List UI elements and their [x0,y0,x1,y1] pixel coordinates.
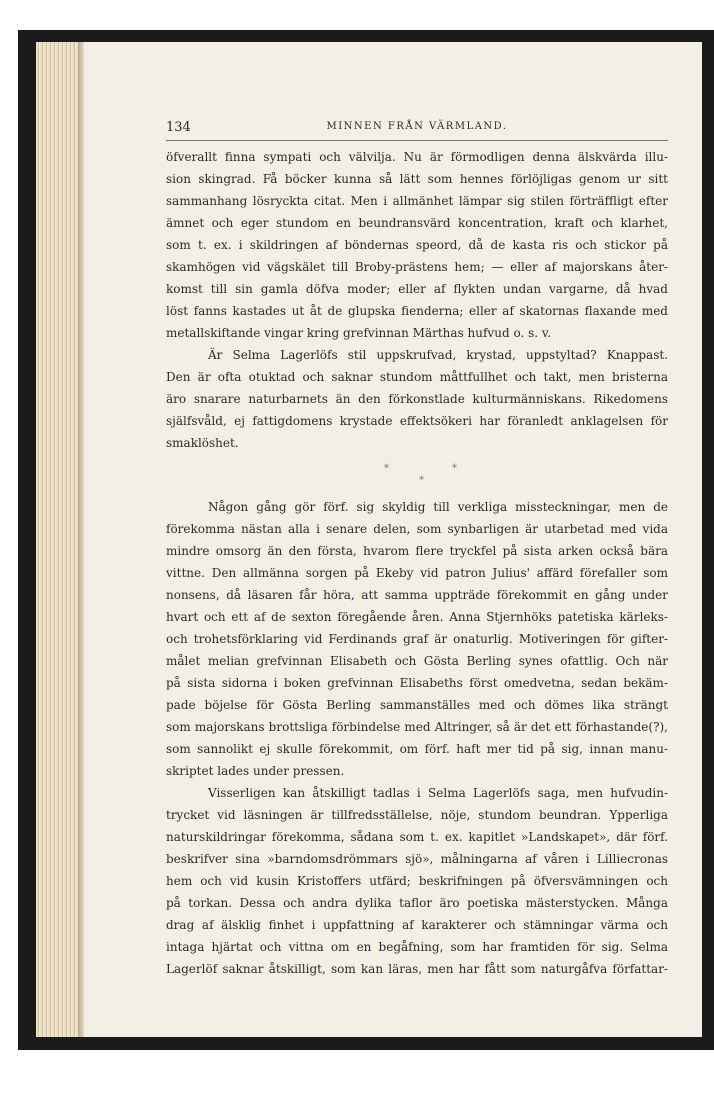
text-line: metallskiftande vingar kring grefvinnan Märthas hufvud o. s. v. [166,326,552,340]
page-number: 134 [166,120,191,135]
text-line: Den är ofta otuktad och saknar stundom måttfullhet och takt, men bristerna [166,370,668,384]
paragraph [166,782,668,980]
text-line: målet melian grefvinnan Elisabeth och Gösta Berling synes ofattlig. Och när [166,654,668,668]
text-line: mindre omsorg än den första, hvarom flere tryckfel på sista arken också bära [166,544,668,558]
text-line: löst fanns kastades ut åt de glupska fienderna; eller af skatornas flaxande med [166,304,668,318]
text-line: och trohetsförklaring vid Ferdinands graf är onaturlig. Motiveringen för gifter- [166,632,668,646]
paragraph [166,344,668,454]
separator-star: * [452,463,457,474]
text-line: naturskildringar förekomma, sådana som t. ex. kapitlet »Landskapet», där förf. [166,830,668,844]
text-line: vittne. Den allmänna sorgen på Ekeby vid patron Julius' affärd förefaller som [166,566,668,580]
text-line: sion skingrad. Få böcker kunna så lätt som hennes förlöjligas genom ur sitt [166,172,668,186]
body-text [166,146,668,980]
text-line: intaga hjärtat och vittna om en begåfning, som har framtiden för sig. Selma [166,940,668,954]
text-line: pade böjelse för Gösta Berling sammanställes med och dömes lika strängt [166,698,668,712]
text-line: öfverallt finna sympati och välvilja. Nu är förmodligen denna älskvärda illu- [166,150,668,164]
separator-star: * [419,475,424,486]
paragraph [166,146,668,344]
text-line: som majorskans brottsliga förbindelse med Altringer, så är det ett förhastande(?), [166,720,668,734]
text-line: hem och vid kusin Kristoffers utfärd; beskrifningen på öfversvämningen och [166,874,668,888]
text-line: Någon gång gör förf. sig skyldig till verkliga missteckningar, men de [208,500,668,514]
text-line: hvart och ett af de sexton föregående åren. Anna Stjernhöks patetiska kärleks- [166,610,668,624]
text-line: äro snarare naturbarnets än den förkonstlade kulturmänniskans. Rikedomens [166,392,668,406]
text-line: sammanhang lösryckta citat. Men i allmänhet lämpar sig stilen förträffligt efter [166,194,668,208]
text-line: Är Selma Lagerlöfs stil uppskrufvad, krystad, uppstyltad? Knappast. [208,348,668,362]
text-line: som t. ex. i skildringen af böndernas speord, då de kasta ris och stickor på [166,238,668,252]
text-line: ämnet och eger stundom en beundransvärd koncentration, kraft och klarhet, [166,216,668,230]
text-line: drag af älsklig finhet i uppfattning af karakterer och stämningar värma och [166,918,668,932]
text-line: beskrifver sina »barndomsdrömmars sjö», målningarna af våren i Lilliecronas [166,852,668,866]
section-separator [166,456,668,492]
text-line: komst till sin gamla döfva moder; eller af flykten undan vargarne, då hvad [166,282,668,296]
text-line: på torkan. Dessa och andra dylika taflor äro poetiska mästerstycken. Många [166,896,668,910]
text-line: smaklöshet. [166,436,239,450]
running-head: MINNEN FRÅN VÄRMLAND. [326,121,508,132]
text-line: trycket vid läsningen är tillfredsställelse, nöje, stundom beundran. Ypperliga [166,808,668,822]
page-header [166,118,668,141]
text-line: nonsens, då läsaren får höra, att samma uppträde förekommit en gång under [166,588,668,602]
text-line: själfsvåld, ej fattigdomens krystade effektsökeri har föranledt anklagelsen för [166,414,668,428]
page-edges [36,42,84,1037]
text-line: på sista sidorna i boken grefvinnan Elisabeths först omedvetna, sedan bekäm- [166,676,668,690]
text-line: skriptet lades under pressen. [166,764,345,778]
text-line: Visserligen kan åtskilligt tadlas i Selma Lagerlöfs saga, men hufvudin- [208,786,668,800]
text-line: som sannolikt ej skulle förekommit, om förf. haft mer tid på sig, innan manu- [166,742,668,756]
text-line: förekomma nästan alla i senare delen, som synbarligen är utarbetad med vida [166,522,668,536]
paragraph [166,496,668,782]
text-line: skamhögen vid vägskälet till Broby-prästens hem; — eller af majorskans åter- [166,260,668,274]
separator-star: * [384,463,389,474]
text-line: Lagerlöf saknar åtskilligt, som kan läras, men har fått som naturgåfva författar- [166,962,668,976]
